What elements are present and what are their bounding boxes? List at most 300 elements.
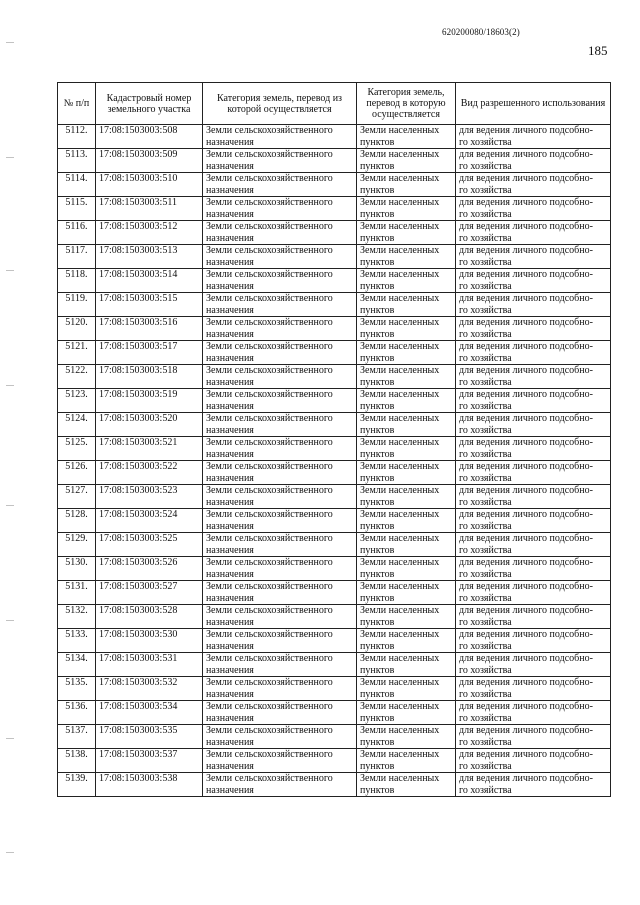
permitted-use-line: для ведения личного подсобно- [459,557,593,568]
category-from-line: Земли сельскохозяйственного [206,557,333,568]
permitted-use [456,509,611,533]
category-from-line: назначения [206,256,254,268]
permitted-use [456,125,611,149]
category-to-line: пунктов [360,208,395,220]
cadastral-number: 17:08:1503003:509 [96,149,203,173]
category-from-line: Земли сельскохозяйственного [206,365,333,376]
permitted-use [456,317,611,341]
permitted-use-line: для ведения личного подсобно- [459,461,593,472]
cadastral-number: 17:08:1503003:526 [96,557,203,581]
table-row [58,581,611,605]
permitted-use-line: для ведения личного подсобно- [459,389,593,400]
permitted-use [456,173,611,197]
category-to-line: Земли населенных [360,725,440,736]
category-from [203,269,357,293]
land-register-table [57,82,611,797]
category-from-line: Земли сельскохозяйственного [206,173,333,184]
category-to [357,437,456,461]
row-number: 5122. [58,365,96,389]
permitted-use-line: для ведения личного подсобно- [459,413,593,424]
category-to-line: пунктов [360,664,395,676]
category-to-line: пунктов [360,736,395,748]
permitted-use [456,773,611,797]
permitted-use-line: го хозяйства [459,520,512,532]
cadastral-number: 17:08:1503003:518 [96,365,203,389]
category-from-line: назначения [206,544,254,556]
cadastral-number: 17:08:1503003:524 [96,509,203,533]
category-to-line: Земли населенных [360,389,440,400]
category-from [203,509,357,533]
row-number: 5124. [58,413,96,437]
permitted-use-line: го хозяйства [459,352,512,364]
permitted-use-line: для ведения личного подсобно- [459,509,593,520]
permitted-use [456,341,611,365]
category-to-line: пунктов [360,688,395,700]
category-from-line: Земли сельскохозяйственного [206,149,333,160]
table-row [58,533,611,557]
category-from-line: Земли сельскохозяйственного [206,605,333,616]
permitted-use-line: для ведения личного подсобно- [459,749,593,760]
margin-scan-mark [6,385,14,386]
category-to-line: пунктов [360,280,395,292]
row-number: 5129. [58,533,96,557]
table-row [58,461,611,485]
category-from-line: назначения [206,328,254,340]
category-to [357,533,456,557]
category-from [203,149,357,173]
category-from-line: Земли сельскохозяйственного [206,629,333,640]
permitted-use-line: для ведения личного подсобно- [459,125,593,136]
category-to-line: Земли населенных [360,773,440,784]
column-header-category-from: Категория земель, перевод из которой осуществляется [203,83,357,125]
permitted-use-line: го хозяйства [459,304,512,316]
permitted-use-line: для ведения личного подсобно- [459,485,593,496]
category-from-line: назначения [206,688,254,700]
category-to [357,725,456,749]
category-from-line: Земли сельскохозяйственного [206,437,333,448]
cadastral-number: 17:08:1503003:510 [96,173,203,197]
margin-scan-mark [6,738,14,739]
category-from [203,749,357,773]
permitted-use [456,389,611,413]
row-number: 5114. [58,173,96,197]
permitted-use-line: для ведения личного подсобно- [459,293,593,304]
category-to-line: пунктов [360,424,395,436]
row-number: 5115. [58,197,96,221]
category-to-line: пунктов [360,328,395,340]
category-to-line: Земли населенных [360,293,440,304]
category-to-line: пунктов [360,496,395,508]
category-from-line: назначения [206,640,254,652]
category-from-line: назначения [206,160,254,172]
row-number: 5126. [58,461,96,485]
category-from [203,413,357,437]
row-number: 5125. [58,437,96,461]
category-to-line: пунктов [360,232,395,244]
category-from [203,437,357,461]
category-to-line: пунктов [360,376,395,388]
category-to [357,653,456,677]
table-row [58,653,611,677]
cadastral-number: 17:08:1503003:522 [96,461,203,485]
table-row [58,509,611,533]
table-row [58,437,611,461]
category-to-line: Земли населенных [360,341,440,352]
category-to-line: пунктов [360,304,395,316]
category-from [203,293,357,317]
column-header-cadastral: Кадастровый номер земельного участка [96,83,203,125]
permitted-use-line: для ведения личного подсобно- [459,605,593,616]
category-from-line: Земли сельскохозяйственного [206,701,333,712]
category-to-line: Земли населенных [360,485,440,496]
category-from [203,365,357,389]
row-number: 5123. [58,389,96,413]
category-to [357,629,456,653]
cadastral-number: 17:08:1503003:525 [96,533,203,557]
category-to-line: пунктов [360,400,395,412]
cadastral-number: 17:08:1503003:516 [96,317,203,341]
category-from-line: Земли сельскохозяйственного [206,389,333,400]
category-from-line: назначения [206,184,254,196]
table-row [58,269,611,293]
category-from-line: Земли сельскохозяйственного [206,341,333,352]
category-from-line: Земли сельскохозяйственного [206,677,333,688]
category-to [357,293,456,317]
category-from-line: назначения [206,136,254,148]
category-from-line: назначения [206,496,254,508]
category-to-line: Земли населенных [360,437,440,448]
category-to-line: Земли населенных [360,677,440,688]
category-from [203,125,357,149]
row-number: 5137. [58,725,96,749]
permitted-use [456,653,611,677]
permitted-use [456,533,611,557]
permitted-use-line: для ведения личного подсобно- [459,341,593,352]
permitted-use-line: го хозяйства [459,448,512,460]
table-row [58,725,611,749]
category-to [357,677,456,701]
category-to [357,509,456,533]
category-from [203,773,357,797]
row-number: 5119. [58,293,96,317]
category-to-line: Земли населенных [360,749,440,760]
table-row [58,293,611,317]
page-number: 185 [588,43,608,58]
table-row [58,605,611,629]
category-to [357,269,456,293]
permitted-use-line: го хозяйства [459,592,512,604]
row-number: 5130. [58,557,96,581]
category-to [357,173,456,197]
category-to [357,461,456,485]
category-to-line: Земли населенных [360,269,440,280]
category-from-line: Земли сельскохозяйственного [206,749,333,760]
category-to-line: пунктов [360,160,395,172]
table-row [58,485,611,509]
permitted-use-line: го хозяйства [459,376,512,388]
category-from-line: Земли сельскохозяйственного [206,485,333,496]
permitted-use-line: го хозяйства [459,712,512,724]
category-to-line: пунктов [360,712,395,724]
category-to [357,485,456,509]
category-to-line: пунктов [360,448,395,460]
cadastral-number: 17:08:1503003:534 [96,701,203,725]
permitted-use-line: го хозяйства [459,784,512,796]
category-to-line: пунктов [360,184,395,196]
permitted-use-line: го хозяйства [459,496,512,508]
category-from-line: назначения [206,400,254,412]
category-from-line: назначения [206,592,254,604]
table-body [58,125,611,797]
category-from-line: Земли сельскохозяйственного [206,509,333,520]
table-row [58,677,611,701]
margin-scan-mark [6,270,14,271]
document-id: 620200080/18603(2) [442,27,520,37]
permitted-use-line: для ведения личного подсобно- [459,365,593,376]
category-from-line: Земли сельскохозяйственного [206,533,333,544]
category-from [203,557,357,581]
category-to-line: пунктов [360,352,395,364]
category-from [203,389,357,413]
category-from-line: Земли сельскохозяйственного [206,581,333,592]
row-number: 5113. [58,149,96,173]
category-to-line: Земли населенных [360,365,440,376]
category-from-line: Земли сельскохозяйственного [206,317,333,328]
category-to-line: Земли населенных [360,701,440,712]
category-from [203,485,357,509]
table-row [58,557,611,581]
category-from [203,581,357,605]
category-from [203,725,357,749]
permitted-use-line: для ведения личного подсобно- [459,245,593,256]
permitted-use-line: го хозяйства [459,328,512,340]
permitted-use-line: го хозяйства [459,688,512,700]
category-from-line: Земли сельскохозяйственного [206,293,333,304]
category-to-line: пунктов [360,472,395,484]
permitted-use-line: для ведения личного подсобно- [459,725,593,736]
margin-scan-mark [6,505,14,506]
category-from-line: назначения [206,712,254,724]
permitted-use [456,485,611,509]
category-from-line: назначения [206,424,254,436]
category-from-line: назначения [206,736,254,748]
category-from-line: назначения [206,520,254,532]
table-header [58,83,611,125]
category-to [357,773,456,797]
category-to [357,197,456,221]
category-to [357,221,456,245]
permitted-use-line: для ведения личного подсобно- [459,677,593,688]
category-to [357,749,456,773]
category-from-line: назначения [206,352,254,364]
row-number: 5121. [58,341,96,365]
category-to-line: Земли населенных [360,629,440,640]
category-from-line: назначения [206,376,254,388]
category-to-line: Земли населенных [360,221,440,232]
category-from-line: Земли сельскохозяйственного [206,245,333,256]
table-row [58,365,611,389]
category-to-line: Земли населенных [360,461,440,472]
table-row [58,197,611,221]
cadastral-number: 17:08:1503003:523 [96,485,203,509]
cadastral-number: 17:08:1503003:514 [96,269,203,293]
category-to-line: пунктов [360,760,395,772]
category-to [357,125,456,149]
permitted-use [456,437,611,461]
row-number: 5117. [58,245,96,269]
category-from [203,341,357,365]
cadastral-number: 17:08:1503003:520 [96,413,203,437]
table-row [58,317,611,341]
permitted-use-line: для ведения личного подсобно- [459,701,593,712]
permitted-use-line: го хозяйства [459,544,512,556]
table-row [58,749,611,773]
category-from-line: Земли сельскохозяйственного [206,221,333,232]
row-number: 5135. [58,677,96,701]
permitted-use [456,557,611,581]
permitted-use-line: для ведения личного подсобно- [459,533,593,544]
permitted-use-line: го хозяйства [459,280,512,292]
category-from [203,221,357,245]
cadastral-number: 17:08:1503003:528 [96,605,203,629]
category-from [203,317,357,341]
category-from [203,701,357,725]
row-number: 5128. [58,509,96,533]
category-to-line: Земли населенных [360,197,440,208]
category-to-line: Земли населенных [360,533,440,544]
cadastral-number: 17:08:1503003:532 [96,677,203,701]
row-number: 5112. [58,125,96,149]
category-from-line: назначения [206,472,254,484]
permitted-use [456,629,611,653]
table-row [58,413,611,437]
permitted-use [456,461,611,485]
category-from-line: назначения [206,616,254,628]
category-to-line: пунктов [360,592,395,604]
permitted-use [456,365,611,389]
category-from-line: Земли сельскохозяйственного [206,197,333,208]
category-to [357,605,456,629]
category-to-line: Земли населенных [360,317,440,328]
permitted-use [456,749,611,773]
table-row [58,221,611,245]
category-to [357,581,456,605]
category-from [203,653,357,677]
permitted-use [456,605,611,629]
cadastral-number: 17:08:1503003:538 [96,773,203,797]
category-from-line: назначения [206,760,254,772]
category-to-line: пунктов [360,784,395,796]
category-to-line: Земли населенных [360,653,440,664]
permitted-use [456,701,611,725]
permitted-use-line: для ведения личного подсобно- [459,173,593,184]
row-number: 5139. [58,773,96,797]
table-row [58,149,611,173]
category-to-line: Земли населенных [360,557,440,568]
row-number: 5138. [58,749,96,773]
cadastral-number: 17:08:1503003:512 [96,221,203,245]
permitted-use-line: го хозяйства [459,568,512,580]
category-from-line: Земли сельскохозяйственного [206,413,333,424]
table-row [58,701,611,725]
category-from-line: назначения [206,280,254,292]
permitted-use [456,293,611,317]
table-row [58,341,611,365]
category-to [357,317,456,341]
permitted-use-line: для ведения личного подсобно- [459,437,593,448]
category-from-line: Земли сельскохозяйственного [206,653,333,664]
permitted-use-line: го хозяйства [459,232,512,244]
category-to-line: Земли населенных [360,581,440,592]
header-row [58,83,611,125]
permitted-use-line: го хозяйства [459,760,512,772]
permitted-use-line: для ведения личного подсобно- [459,197,593,208]
category-from-line: Земли сельскохозяйственного [206,725,333,736]
category-to-line: пунктов [360,520,395,532]
cadastral-number: 17:08:1503003:537 [96,749,203,773]
cadastral-number: 17:08:1503003:515 [96,293,203,317]
category-from-line: Земли сельскохозяйственного [206,269,333,280]
column-header-category-to: Категория земель, перевод в которую осуществляется [357,83,456,125]
category-to-line: Земли населенных [360,605,440,616]
permitted-use-line: для ведения личного подсобно- [459,581,593,592]
category-to-line: Земли населенных [360,125,440,136]
table-row [58,773,611,797]
permitted-use-line: го хозяйства [459,208,512,220]
category-to [357,413,456,437]
column-header-use: Вид разрешенного использования [456,83,611,125]
category-from [203,245,357,269]
permitted-use-line: го хозяйства [459,472,512,484]
cadastral-number: 17:08:1503003:517 [96,341,203,365]
column-header-number: № п/п [58,83,96,125]
row-number: 5118. [58,269,96,293]
category-to-line: пунктов [360,568,395,580]
cadastral-number: 17:08:1503003:531 [96,653,203,677]
category-to-line: пунктов [360,544,395,556]
category-from [203,173,357,197]
table-row [58,173,611,197]
category-from [203,605,357,629]
permitted-use [456,725,611,749]
permitted-use-line: го хозяйства [459,424,512,436]
category-to [357,245,456,269]
permitted-use [456,149,611,173]
category-to-line: пунктов [360,256,395,268]
cadastral-number: 17:08:1503003:511 [96,197,203,221]
category-to-line: Земли населенных [360,245,440,256]
category-from-line: назначения [206,664,254,676]
permitted-use [456,197,611,221]
cadastral-number: 17:08:1503003:508 [96,125,203,149]
row-number: 5134. [58,653,96,677]
row-number: 5131. [58,581,96,605]
permitted-use-line: для ведения личного подсобно- [459,221,593,232]
margin-scan-mark [6,852,14,853]
table-row [58,629,611,653]
permitted-use-line: для ведения личного подсобно- [459,269,593,280]
permitted-use-line: для ведения личного подсобно- [459,629,593,640]
cadastral-number: 17:08:1503003:535 [96,725,203,749]
table-row [58,245,611,269]
category-to-line: Земли населенных [360,149,440,160]
permitted-use-line: го хозяйства [459,160,512,172]
permitted-use-line: для ведения личного подсобно- [459,317,593,328]
category-from [203,677,357,701]
permitted-use-line: го хозяйства [459,616,512,628]
cadastral-number: 17:08:1503003:530 [96,629,203,653]
row-number: 5132. [58,605,96,629]
